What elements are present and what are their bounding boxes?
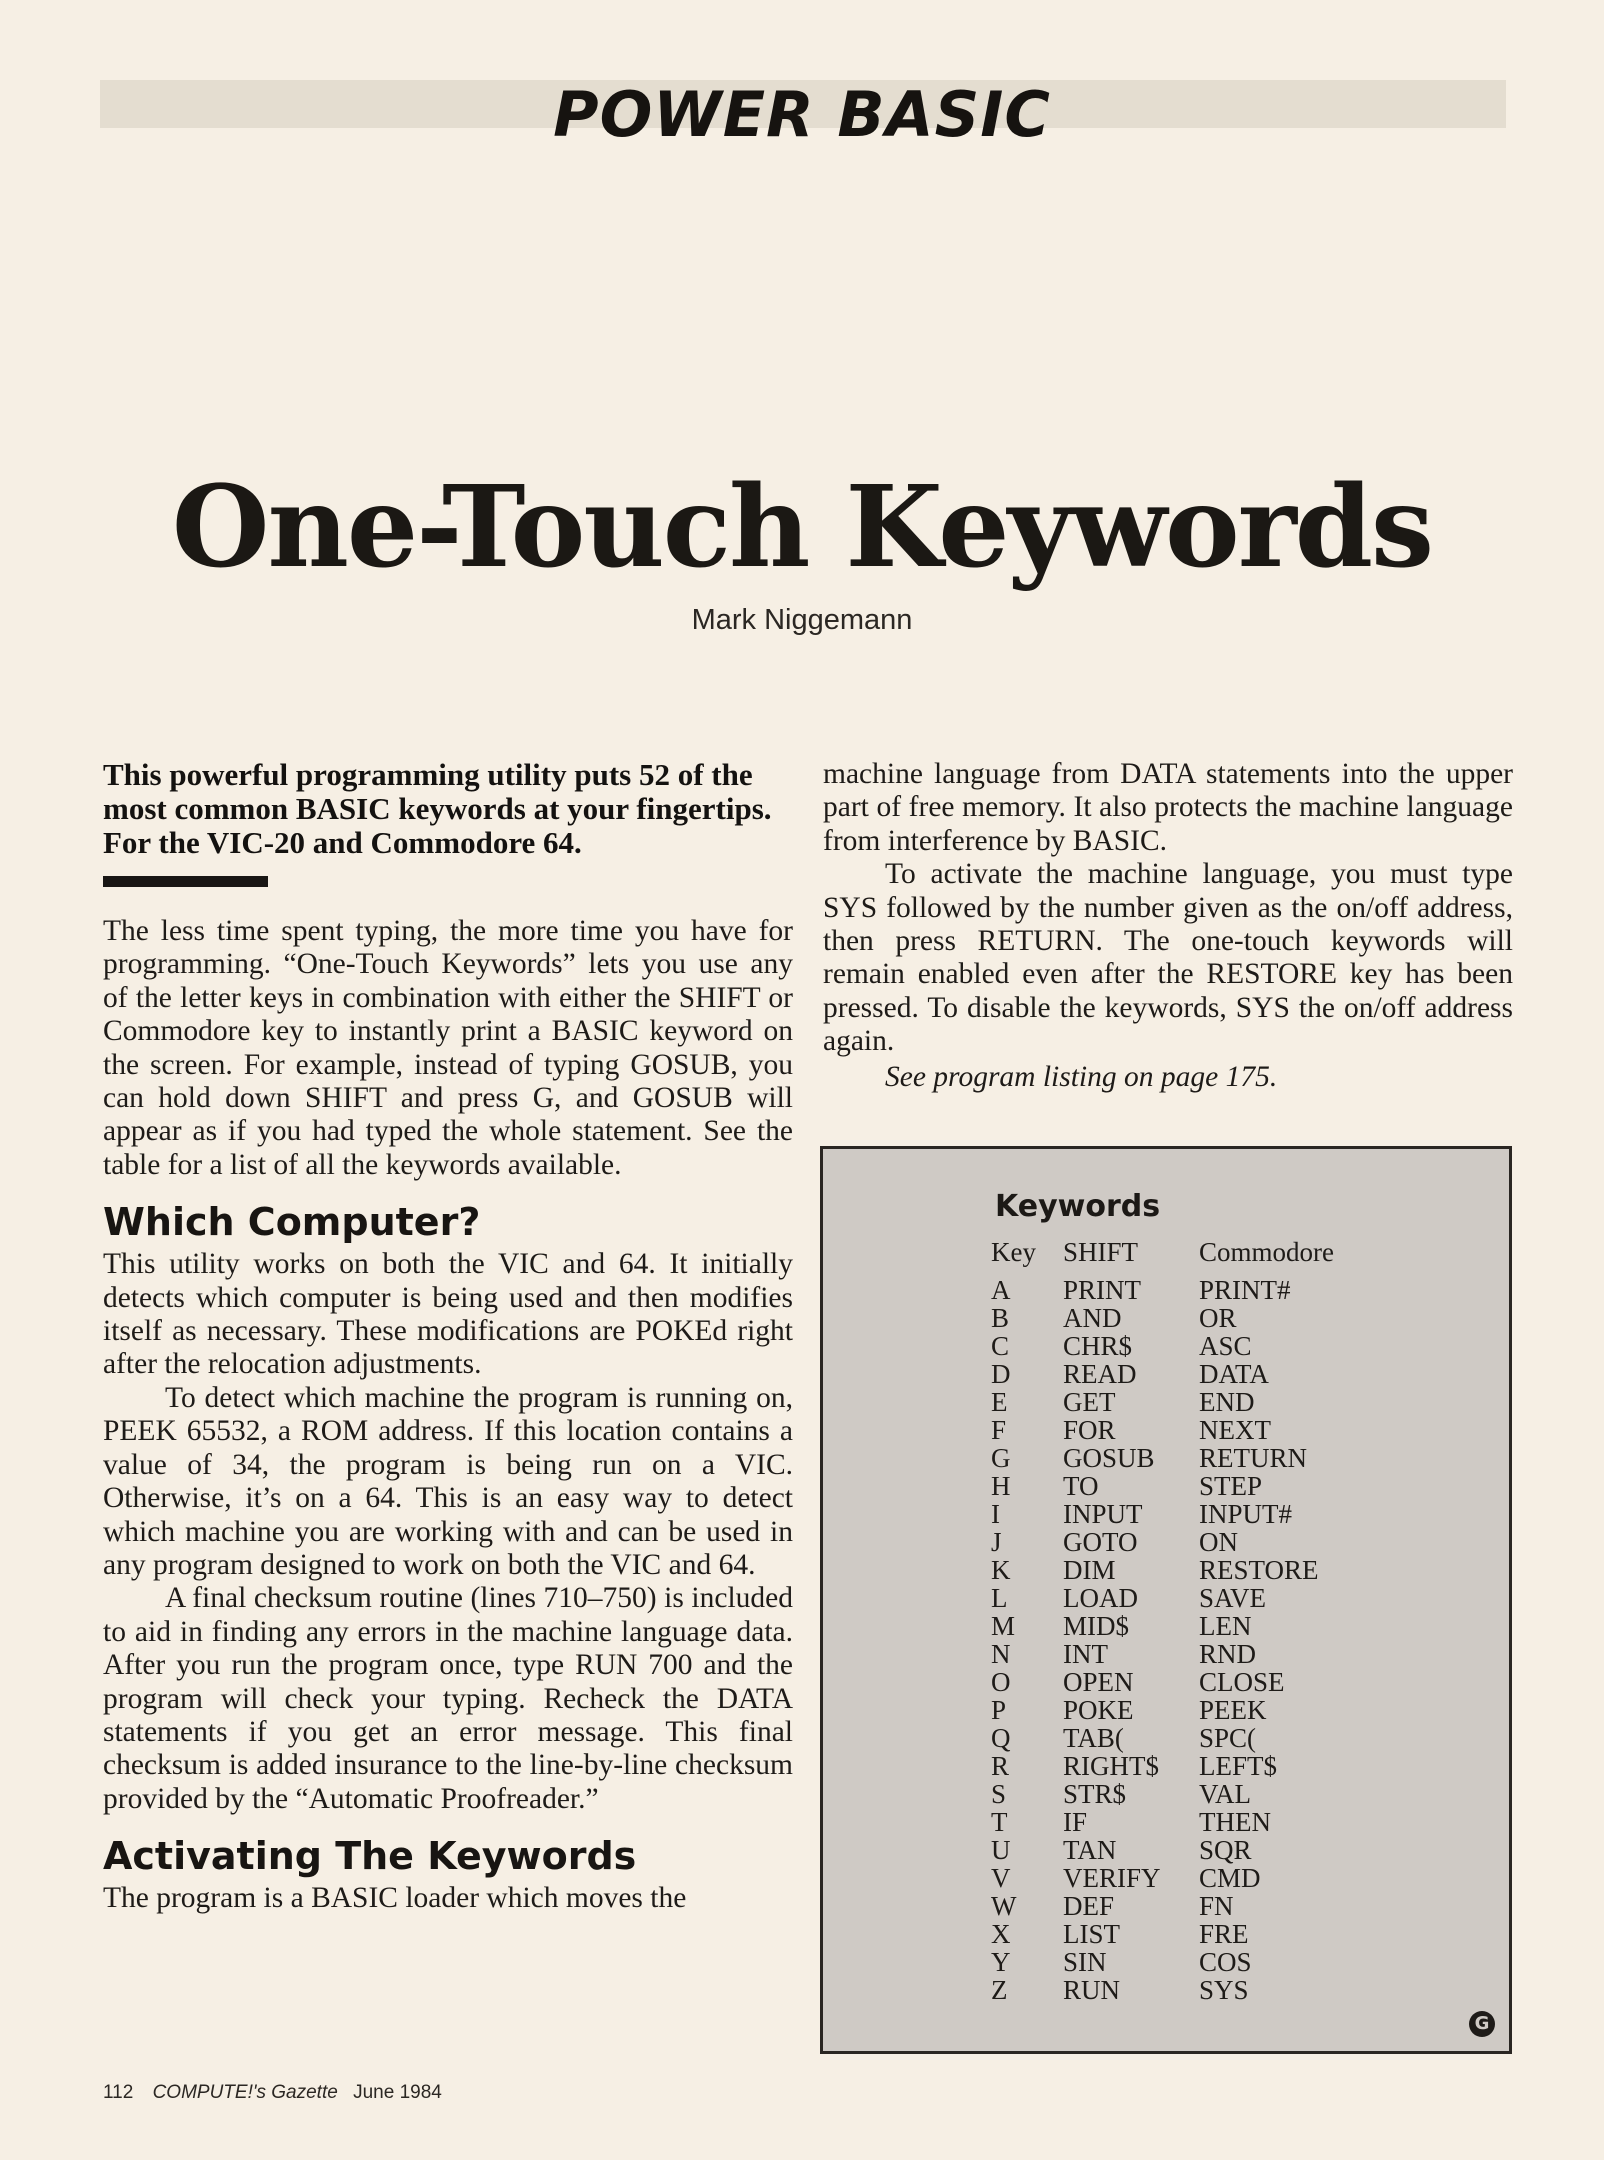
key-cell: B xyxy=(991,1303,1010,1333)
keywords-table-box xyxy=(820,1146,1512,2054)
commodore-keyword-cell: PEEK xyxy=(1199,1695,1267,1725)
left-column xyxy=(103,758,793,1916)
shift-keyword-cell: PRINT xyxy=(1063,1275,1142,1305)
shift-keyword-cell: FOR xyxy=(1063,1415,1116,1445)
table-row xyxy=(991,1472,1399,1500)
shift-keyword-cell: MID$ xyxy=(1063,1611,1129,1641)
table-row xyxy=(991,1640,1399,1668)
right-column xyxy=(823,758,1513,1094)
shift-keyword-cell: GOTO xyxy=(1063,1527,1138,1557)
key-cell: H xyxy=(991,1471,1011,1501)
commodore-keyword-cell: LEFT$ xyxy=(1199,1751,1277,1781)
key-cell: E xyxy=(991,1387,1008,1417)
table-row xyxy=(991,1920,1399,1948)
commodore-keyword-cell: OR xyxy=(1199,1303,1237,1333)
table-row xyxy=(991,1416,1399,1444)
table-row xyxy=(991,1500,1399,1528)
shift-keyword-cell: TO xyxy=(1063,1471,1099,1501)
commodore-keyword-cell: NEXT xyxy=(1199,1415,1271,1445)
column-header-commodore: Commodore xyxy=(1199,1237,1334,1267)
commodore-keyword-cell: ASC xyxy=(1199,1331,1252,1361)
commodore-keyword-cell: ON xyxy=(1199,1527,1238,1557)
key-cell: U xyxy=(991,1835,1011,1865)
commodore-keyword-cell: CLOSE xyxy=(1199,1667,1285,1697)
article-title: One-Touch Keywords xyxy=(171,462,1433,593)
commodore-keyword-cell: DATA xyxy=(1199,1359,1269,1389)
shift-keyword-cell: GOSUB xyxy=(1063,1443,1155,1473)
table-row xyxy=(991,1444,1399,1472)
key-cell: N xyxy=(991,1639,1011,1669)
table-row xyxy=(991,1724,1399,1752)
shift-keyword-cell: OPEN xyxy=(1063,1667,1134,1697)
table-row xyxy=(991,1696,1399,1724)
table-row xyxy=(991,1360,1399,1388)
keywords-table xyxy=(991,1237,1399,2004)
shift-keyword-cell: POKE xyxy=(1063,1695,1134,1725)
issue-date: June 1984 xyxy=(353,2082,442,2103)
shift-keyword-cell: AND xyxy=(1063,1303,1122,1333)
key-cell: L xyxy=(991,1583,1008,1613)
commodore-keyword-cell: FN xyxy=(1199,1891,1234,1921)
shift-keyword-cell: INT xyxy=(1063,1639,1108,1669)
key-cell: R xyxy=(991,1751,1010,1781)
commodore-keyword-cell: LEN xyxy=(1199,1611,1252,1641)
commodore-keyword-cell: SAVE xyxy=(1199,1583,1267,1613)
subheading-which-computer: Which Computer? xyxy=(103,1200,481,1245)
shift-keyword-cell: SIN xyxy=(1063,1947,1107,1977)
intro-paragraph: The less time spent typing, the more time you have for programming. “One-Touch Keywords” lets you use any of the letter keys in combination with either the SHIFT or Commodore key to instantly print a BASIC keyword on the screen. For example, instead of typing GOSUB, you can hold down SHIFT and press G, and GOSUB will appear as if you had typed the whole statement. See the table for a list of all the keywords available. xyxy=(103,915,793,1181)
deck-rule xyxy=(103,876,268,887)
commodore-keyword-cell: END xyxy=(1199,1387,1255,1417)
commodore-keyword-cell: RESTORE xyxy=(1199,1555,1319,1585)
key-cell: O xyxy=(991,1667,1011,1697)
table-row xyxy=(991,1612,1399,1640)
key-cell: T xyxy=(991,1807,1008,1837)
publication-name: COMPUTE!'s Gazette xyxy=(152,2082,338,2103)
gazette-end-mark-icon: G xyxy=(1469,2011,1495,2037)
table-row xyxy=(991,1808,1399,1836)
key-cell: V xyxy=(991,1863,1011,1893)
shift-keyword-cell: TAB( xyxy=(1063,1723,1124,1753)
key-cell: P xyxy=(991,1695,1007,1725)
commodore-keyword-cell: SQR xyxy=(1199,1835,1252,1865)
key-cell: D xyxy=(991,1359,1011,1389)
page-number: 112 xyxy=(103,2082,134,2103)
keywords-table-title: Keywords xyxy=(995,1189,1161,1224)
shift-keyword-cell: RUN xyxy=(1063,1975,1121,2005)
key-cell: K xyxy=(991,1555,1011,1585)
table-row xyxy=(991,1948,1399,1976)
key-cell: M xyxy=(991,1611,1016,1641)
key-cell: F xyxy=(991,1415,1007,1445)
table-row xyxy=(991,1332,1399,1360)
keywords-table-body xyxy=(991,1276,1399,2004)
table-row xyxy=(991,1752,1399,1780)
key-cell: J xyxy=(991,1527,1002,1557)
body-paragraph: This utility works on both the VIC and 64. It initially detects which computer is being used and then modifies itself as necessary. These modifications are POKEd right after the relocation adjustments. xyxy=(103,1248,793,1381)
commodore-keyword-cell: VAL xyxy=(1199,1779,1252,1809)
table-row xyxy=(991,1584,1399,1612)
body-paragraph: To detect which machine the program is running on, PEEK 65532, a ROM address. If this location contains a value of 34, the program is being run on a VIC. Otherwise, it’s on a 64. This is an easy way to detect which machine you are working with and can be used in any program designed to work on both the VIC and 64. xyxy=(103,1381,793,1581)
key-cell: W xyxy=(991,1891,1017,1921)
shift-keyword-cell: LOAD xyxy=(1063,1583,1138,1613)
body-paragraph: To activate the machine language, you must type SYS followed by the number given as the on/off address, then press RETURN. The one-touch keywords will remain enabled even after the RESTORE key has been pressed. To disable the keywords, SYS the on/off address again. xyxy=(823,858,1513,1058)
body-paragraph: A final checksum routine (lines 710–750) is included to aid in finding any errors in the machine language data. After you run the program once, type RUN 700 and the program will check your typing. Recheck the DATA statements if you get an error message. This final checksum is added insurance to the line-by-line checksum provided by the “Automatic Proofreader.” xyxy=(103,1582,793,1815)
key-cell: I xyxy=(991,1499,1000,1529)
commodore-keyword-cell: SPC( xyxy=(1199,1723,1257,1753)
key-cell: Z xyxy=(991,1975,1008,2005)
commodore-keyword-cell: INPUT# xyxy=(1199,1499,1292,1529)
key-cell: G xyxy=(991,1443,1011,1473)
article-byline: Mark Niggemann xyxy=(691,604,913,636)
shift-keyword-cell: GET xyxy=(1063,1387,1116,1417)
key-cell: Y xyxy=(991,1947,1011,1977)
shift-keyword-cell: CHR$ xyxy=(1063,1331,1133,1361)
shift-keyword-cell: TAN xyxy=(1063,1835,1117,1865)
commodore-keyword-cell: STEP xyxy=(1199,1471,1263,1501)
article-deck: This powerful programming utility puts 52 of the most common BASIC keywords at your fingertips. For the VIC-20 and Commodore 64. xyxy=(103,757,772,860)
commodore-keyword-cell: PRINT# xyxy=(1199,1275,1291,1305)
table-row xyxy=(991,1388,1399,1416)
shift-keyword-cell: DIM xyxy=(1063,1555,1116,1585)
commodore-keyword-cell: RETURN xyxy=(1199,1443,1307,1473)
table-row xyxy=(991,1668,1399,1696)
key-cell: X xyxy=(991,1919,1011,1949)
key-cell: A xyxy=(991,1275,1011,1305)
shift-keyword-cell: RIGHT$ xyxy=(1063,1751,1159,1781)
table-row xyxy=(991,1780,1399,1808)
key-cell: C xyxy=(991,1331,1010,1361)
table-row xyxy=(991,1836,1399,1864)
shift-keyword-cell: LIST xyxy=(1063,1919,1120,1949)
body-paragraph: The program is a BASIC loader which moves the xyxy=(103,1882,687,1915)
shift-keyword-cell: IF xyxy=(1063,1807,1088,1837)
commodore-keyword-cell: COS xyxy=(1199,1947,1252,1977)
table-row xyxy=(991,1976,1399,2004)
column-header-key: Key xyxy=(991,1237,1036,1267)
table-row xyxy=(991,1304,1399,1332)
listing-note: See program listing on page 175. xyxy=(885,1060,1278,1093)
table-row xyxy=(991,1556,1399,1584)
table-row xyxy=(991,1276,1399,1304)
shift-keyword-cell: DEF xyxy=(1063,1891,1115,1921)
key-cell: S xyxy=(991,1779,1007,1809)
table-header-row xyxy=(991,1237,1399,1276)
shift-keyword-cell: VERIFY xyxy=(1063,1863,1161,1893)
table-row xyxy=(991,1528,1399,1556)
commodore-keyword-cell: RND xyxy=(1199,1639,1257,1669)
section-heading: POWER BASIC xyxy=(553,78,1051,151)
table-row xyxy=(991,1864,1399,1892)
body-paragraph: machine language from DATA statements into the upper part of free memory. It also protects the machine language from interference by BASIC. xyxy=(823,758,1513,857)
commodore-keyword-cell: FRE xyxy=(1199,1919,1249,1949)
commodore-keyword-cell: THEN xyxy=(1199,1807,1271,1837)
shift-keyword-cell: INPUT xyxy=(1063,1499,1143,1529)
page-footer xyxy=(103,2082,442,2104)
table-row xyxy=(991,1892,1399,1920)
shift-keyword-cell: STR$ xyxy=(1063,1779,1127,1809)
key-cell: Q xyxy=(991,1723,1011,1753)
commodore-keyword-cell: SYS xyxy=(1199,1975,1249,2005)
shift-keyword-cell: READ xyxy=(1063,1359,1137,1389)
subheading-activating: Activating The Keywords xyxy=(103,1834,637,1879)
commodore-keyword-cell: CMD xyxy=(1199,1863,1261,1893)
column-header-shift: SHIFT xyxy=(1063,1237,1139,1267)
